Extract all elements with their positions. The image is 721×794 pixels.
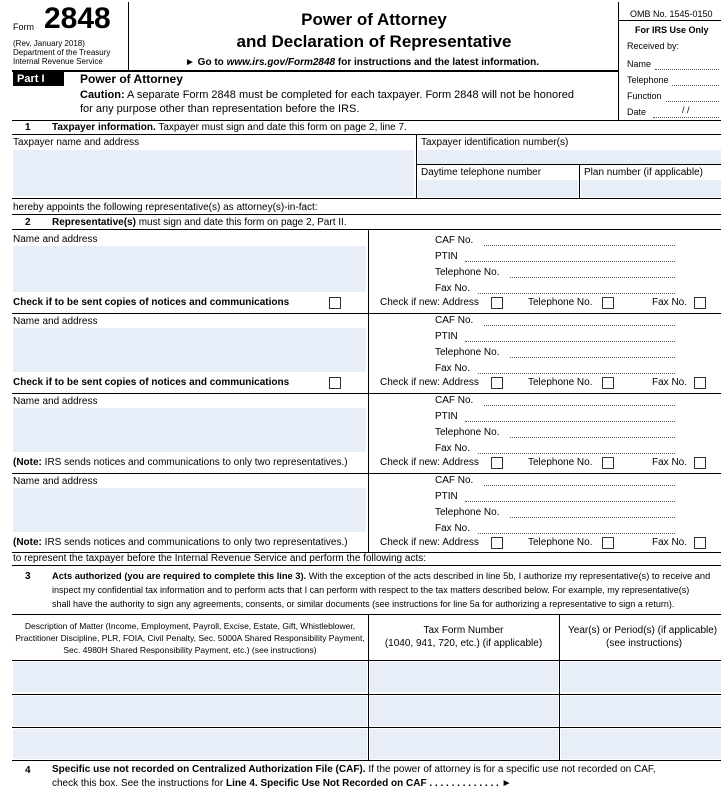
irs-date-field[interactable] <box>653 117 719 118</box>
rep1-copies-checkbox[interactable] <box>329 297 341 309</box>
line3-heading <box>52 571 710 581</box>
rep1-fax-label: Fax No. <box>435 283 471 294</box>
rep3-new-telephone-checkbox[interactable] <box>602 457 614 469</box>
period-header-2: (see instructions) <box>606 638 683 649</box>
rep4-note-text: IRS sends notices and communications to only two representatives.) <box>41 537 348 548</box>
form-number: 2848 <box>44 2 111 35</box>
rep4-telephone-field[interactable] <box>510 517 675 518</box>
line2-text: must sign and date this form on page 2, Part II. <box>135 217 347 228</box>
irs-function-field[interactable] <box>666 101 719 102</box>
line4-bold: Line 4. Specific Use Not Recorded on CAF <box>225 778 427 789</box>
irs-date-slashes: / / <box>682 105 690 115</box>
rep1-name-input[interactable] <box>13 246 366 292</box>
goto-instructions <box>185 57 539 68</box>
rep1-name-label: Name and address <box>13 234 98 245</box>
rep3-new-telephone-label: Telephone No. <box>528 457 593 468</box>
rep1-caf-field[interactable] <box>484 245 675 246</box>
period-row2-input[interactable] <box>561 696 721 726</box>
part1-badge: Part I <box>13 72 64 86</box>
form-revision-block <box>13 39 110 66</box>
taxform-row3-input[interactable] <box>370 729 558 759</box>
rep2-new-address-checkbox[interactable] <box>491 377 503 389</box>
matter-row3-input[interactable] <box>13 729 367 759</box>
irs-function-label: Function <box>627 91 662 101</box>
rep1-new-fax-label: Fax No. <box>652 297 688 308</box>
daytime-phone-input[interactable] <box>418 180 578 197</box>
taxpayer-name-label: Taxpayer name and address <box>13 137 140 148</box>
rep2-new-telephone-label: Telephone No. <box>528 377 593 388</box>
irs-telephone-field[interactable] <box>672 85 719 86</box>
tin-input[interactable] <box>418 150 721 164</box>
rep2-telephone-label: Telephone No. <box>435 347 500 358</box>
goto-prefix: ► Go to <box>185 57 227 68</box>
line3-text3: shall have the authority to sign any agreements, consents, or similar documents (see instructions for line 5a for authorizing a representative to sign a return). <box>52 599 675 609</box>
rep4-new-address-checkbox[interactable] <box>491 537 503 549</box>
part1-title: Power of Attorney <box>80 72 183 86</box>
appoints-text: hereby appoints the following representative(s) as attorney(s)-in-fact: <box>13 202 318 213</box>
rep2-caf-field[interactable] <box>484 325 675 326</box>
rep1-fax-field[interactable] <box>478 293 675 294</box>
rep3-note <box>13 457 348 468</box>
rep3-new-address-label: Check if new: Address <box>380 457 479 468</box>
rep4-fax-label: Fax No. <box>435 523 471 534</box>
represent-text: to represent the taxpayer before the Internal Revenue Service and perform the following acts: <box>13 553 427 564</box>
line2-heading <box>52 217 347 228</box>
rep2-new-telephone-checkbox[interactable] <box>602 377 614 389</box>
rep2-name-input[interactable] <box>13 328 366 372</box>
taxform-header-2: (1040, 941, 720, etc.) (if applicable) <box>384 638 543 649</box>
caution-text1: A separate Form 2848 must be completed for each taxpayer. Form 2848 will not be honored <box>124 89 575 101</box>
line4-text2: check this box. See the instructions for <box>52 778 226 789</box>
rep1-telephone-label: Telephone No. <box>435 267 500 278</box>
line4-text1: If the power of attorney is for a specific use not recorded on CAF, <box>365 764 656 775</box>
rep1-telephone-field[interactable] <box>510 277 675 278</box>
irs-telephone-label: Telephone <box>627 75 669 85</box>
form-title-line2: and Declaration of Representative <box>236 32 512 51</box>
rep1-new-fax-checkbox[interactable] <box>694 297 706 309</box>
rep2-telephone-field[interactable] <box>510 357 675 358</box>
rep4-note <box>13 537 348 548</box>
rep2-new-address-label: Check if new: Address <box>380 377 479 388</box>
rep3-caf-field[interactable] <box>484 405 675 406</box>
rep1-ptin-field[interactable] <box>465 261 675 262</box>
line1-number: 1 <box>25 122 31 133</box>
rep2-ptin-label: PTIN <box>435 331 458 342</box>
line3-text1: With the exception of the acts described in line 5b, I authorize my representative(s) to receive and <box>306 571 711 581</box>
rep4-caf-label: CAF No. <box>435 475 474 486</box>
line4-dots: . . . . . . . . . . . . . ► <box>426 778 512 789</box>
goto-suffix: for instructions and the latest information. <box>335 57 540 68</box>
rep3-fax-label: Fax No. <box>435 443 471 454</box>
department: Department of the Treasury <box>13 48 111 57</box>
line1-title: Taxpayer information. <box>52 122 156 133</box>
rep3-telephone-label: Telephone No. <box>435 427 500 438</box>
rep4-new-fax-checkbox[interactable] <box>694 537 706 549</box>
rep4-new-fax-label: Fax No. <box>652 537 688 548</box>
rep4-ptin-field[interactable] <box>465 501 675 502</box>
rep2-name-label: Name and address <box>13 316 98 327</box>
line2-title: Representative(s) <box>52 217 136 228</box>
form-title-line1: Power of Attorney <box>301 10 447 29</box>
rep3-new-address-checkbox[interactable] <box>491 457 503 469</box>
rep1-new-telephone-checkbox[interactable] <box>602 297 614 309</box>
irs-use-title: For IRS Use Only <box>635 25 709 35</box>
rep3-name-input[interactable] <box>13 408 366 452</box>
rep4-new-telephone-checkbox[interactable] <box>602 537 614 549</box>
rep2-caf-label: CAF No. <box>435 315 474 326</box>
line4-line2 <box>52 778 512 789</box>
line2-number: 2 <box>25 217 31 228</box>
rep3-new-fax-label: Fax No. <box>652 457 688 468</box>
rep3-ptin-field[interactable] <box>465 421 675 422</box>
line1-heading <box>52 122 407 133</box>
line3-number: 3 <box>25 571 31 582</box>
line4-number: 4 <box>25 765 31 776</box>
period-header-1: Year(s) or Period(s) (if applicable) <box>568 625 718 636</box>
rep1-new-address-label: Check if new: Address <box>380 297 479 308</box>
line3-title: Acts authorized (you are required to complete this line 3). <box>52 571 307 581</box>
caution-label: Caution: <box>80 89 125 101</box>
rep4-caf-field[interactable] <box>484 485 675 486</box>
matter-column-header: Description of Matter (Income, Employment, Payroll, Excise, Estate, Gift, Whistleblower, Practitioner Discipline, PLR, FOIA, Civil Penalty, Sec. 5000A Shared Responsibility Payment, Sec. 4980H Shared Responsibility Payment, etc.) (see instructions) <box>15 621 365 655</box>
rep3-note-label: (Note: <box>13 457 42 468</box>
rep3-caf-label: CAF No. <box>435 395 474 406</box>
line4-heading <box>52 764 656 775</box>
irs-date-label: Date <box>627 107 647 117</box>
period-row1-input[interactable] <box>561 662 721 692</box>
rep4-name-label: Name and address <box>13 476 98 487</box>
rep1-caf-label: CAF No. <box>435 235 474 246</box>
irs-url-link[interactable]: www.irs.gov/Form2848 <box>226 57 336 68</box>
rep2-copies-checkbox[interactable] <box>329 377 341 389</box>
matter-row2-input[interactable] <box>13 696 367 726</box>
plan-number-label: Plan number (if applicable) <box>584 167 703 178</box>
received-by-label: Received by: <box>627 41 680 51</box>
line4-title: Specific use not recorded on Centralized Authorization File (CAF). <box>52 764 366 775</box>
irs-name-label: Name <box>627 59 652 69</box>
period-row3-input[interactable] <box>561 729 721 759</box>
omb-number: OMB No. 1545-0150 <box>630 9 713 19</box>
rep2-copies-label: Check if to be sent copies of notices and communications <box>13 377 290 388</box>
rep3-name-label: Name and address <box>13 396 98 407</box>
rep3-telephone-field[interactable] <box>510 437 675 438</box>
rep4-ptin-label: PTIN <box>435 491 458 502</box>
plan-number-input[interactable] <box>581 180 721 197</box>
rep4-name-input[interactable] <box>13 488 366 532</box>
daytime-phone-label: Daytime telephone number <box>421 167 542 178</box>
rep4-note-label: (Note: <box>13 537 42 548</box>
rep2-new-fax-label: Fax No. <box>652 377 688 388</box>
taxform-header-1: Tax Form Number <box>423 625 504 636</box>
caution-line1 <box>80 89 574 101</box>
rep1-new-telephone-label: Telephone No. <box>528 297 593 308</box>
service: Internal Revenue Service <box>13 57 103 66</box>
taxform-row1-input[interactable] <box>370 662 558 692</box>
taxform-row2-input[interactable] <box>370 696 558 726</box>
rep1-copies-label: Check if to be sent copies of notices and communications <box>13 297 290 308</box>
caution-line2: for any purpose other than representation before the IRS. <box>80 103 360 115</box>
rep1-new-address-checkbox[interactable] <box>491 297 503 309</box>
revision: (Rev. January 2018) <box>13 39 85 48</box>
rep3-fax-field[interactable] <box>478 453 675 454</box>
rep2-fax-label: Fax No. <box>435 363 471 374</box>
rep4-telephone-label: Telephone No. <box>435 507 500 518</box>
form-word: Form <box>13 22 34 32</box>
rep3-note-text: IRS sends notices and communications to only two representatives.) <box>41 457 348 468</box>
rep4-fax-field[interactable] <box>478 533 675 534</box>
rep4-new-telephone-label: Telephone No. <box>528 537 593 548</box>
rep2-new-fax-checkbox[interactable] <box>694 377 706 389</box>
rep2-ptin-field[interactable] <box>465 341 675 342</box>
rep2-fax-field[interactable] <box>478 373 675 374</box>
rep1-ptin-label: PTIN <box>435 251 458 262</box>
rep3-new-fax-checkbox[interactable] <box>694 457 706 469</box>
line3-text2: inspect my confidential tax information and to perform acts that I can perform with respect to the tax matters described below. For example, my representative(s) <box>52 585 690 595</box>
rep4-new-address-label: Check if new: Address <box>380 537 479 548</box>
line1-text: Taxpayer must sign and date this form on page 2, line 7. <box>155 122 407 133</box>
taxpayer-name-input[interactable] <box>13 150 414 196</box>
tin-label: Taxpayer identification number(s) <box>421 137 569 148</box>
irs-name-field[interactable] <box>655 69 719 70</box>
rep3-ptin-label: PTIN <box>435 411 458 422</box>
matter-row1-input[interactable] <box>13 662 367 692</box>
